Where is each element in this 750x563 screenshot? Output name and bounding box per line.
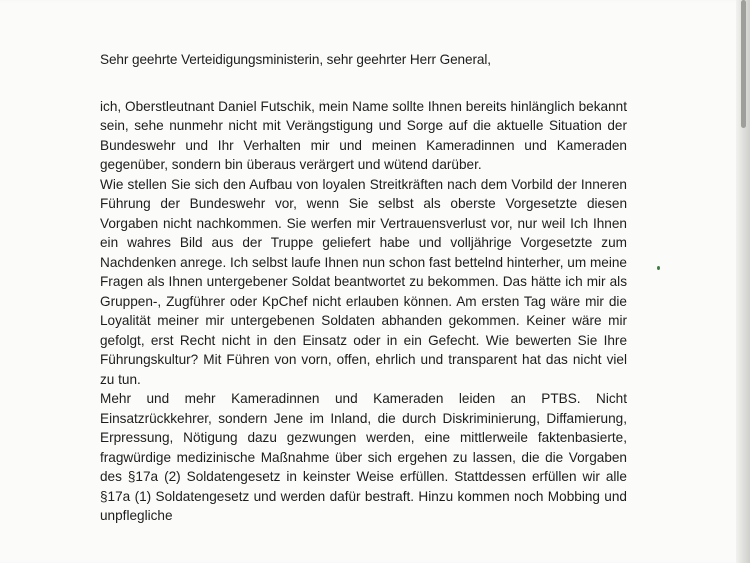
letter-salutation: Sehr geehrte Verteidigungsministerin, sehr geehrter Herr General, (100, 52, 491, 67)
letter-paragraph-3: Mehr und mehr Kameradinnen und Kameraden leiden an PTBS. Nicht Einsatzrückkehrer, sondern Jene im Inland, die durch Diskriminierung, Diffamierung, Erpressung, Nötigung dazu gezwungen werden, eine mittlerweile faktenbasierte, fragwürdige medizinische Maßnahme über sich ergehen zu lassen, die die Vorgaben des §17a (2) Soldatengesetz in keinster Weise erfüllen. Stattdessen erfüllen wir alle §17a (1) Soldatengesetz und werden dafür bestraft. Hinzu kommen noch Mobbing und unpflegliche (100, 391, 627, 523)
letter-paragraph-1: ich, Oberstleutnant Daniel Futschik, mein Name sollte Ihnen bereits hinlänglich bekannt sein, sehe nunmehr nicht mit Verängstigung und Sorge auf die aktuelle Situation der Bundeswehr und Ihr Verhalten mir und meinen Kameradinnen und Kameraden gegenüber, sondern bin überaus verärgert und wütend darüber. (100, 98, 627, 172)
letter-paragraph-2: Wie stellen Sie sich den Aufbau von loyalen Streitkräften nach dem Vorbild der Inneren Führung der Bundeswehr vor, wenn Sie selbst als oberste Vorgesetzte diesen Vorgaben nicht nachkommen. Sie werfen mir Vertrauensverlust vor, nur weil Ich Ihnen ein wahres Bild aus der Truppe geliefert habe und volljährige Vorgesetzte zum Nachdenken anrege. Ich selbst laufe Ihnen nun schon fast bettelnd hinterher, um meine Fragen als Ihnen untergebener Soldat beantwortet zu bekommen. Das hätte ich mir als Gruppen-, Zugführer oder KpChef nicht erlauben können. Am ersten Tag wäre mir die Loyalität meiner mir untergebenen Soldaten abhanden gekommen. Keiner wäre mir gefolgt, erst Recht nicht in den Einsatz oder in ein Gefecht. Wie bewerten Sie Ihre Führungskultur? Mit Führen von vorn, offen, ehrlich und transparent hat das nicht viel zu tun. (100, 176, 627, 387)
scrollbar-thumb[interactable] (741, 0, 746, 128)
scrollbar-track[interactable] (736, 0, 750, 563)
scan-speck (657, 266, 660, 270)
letter-body (100, 50, 627, 526)
